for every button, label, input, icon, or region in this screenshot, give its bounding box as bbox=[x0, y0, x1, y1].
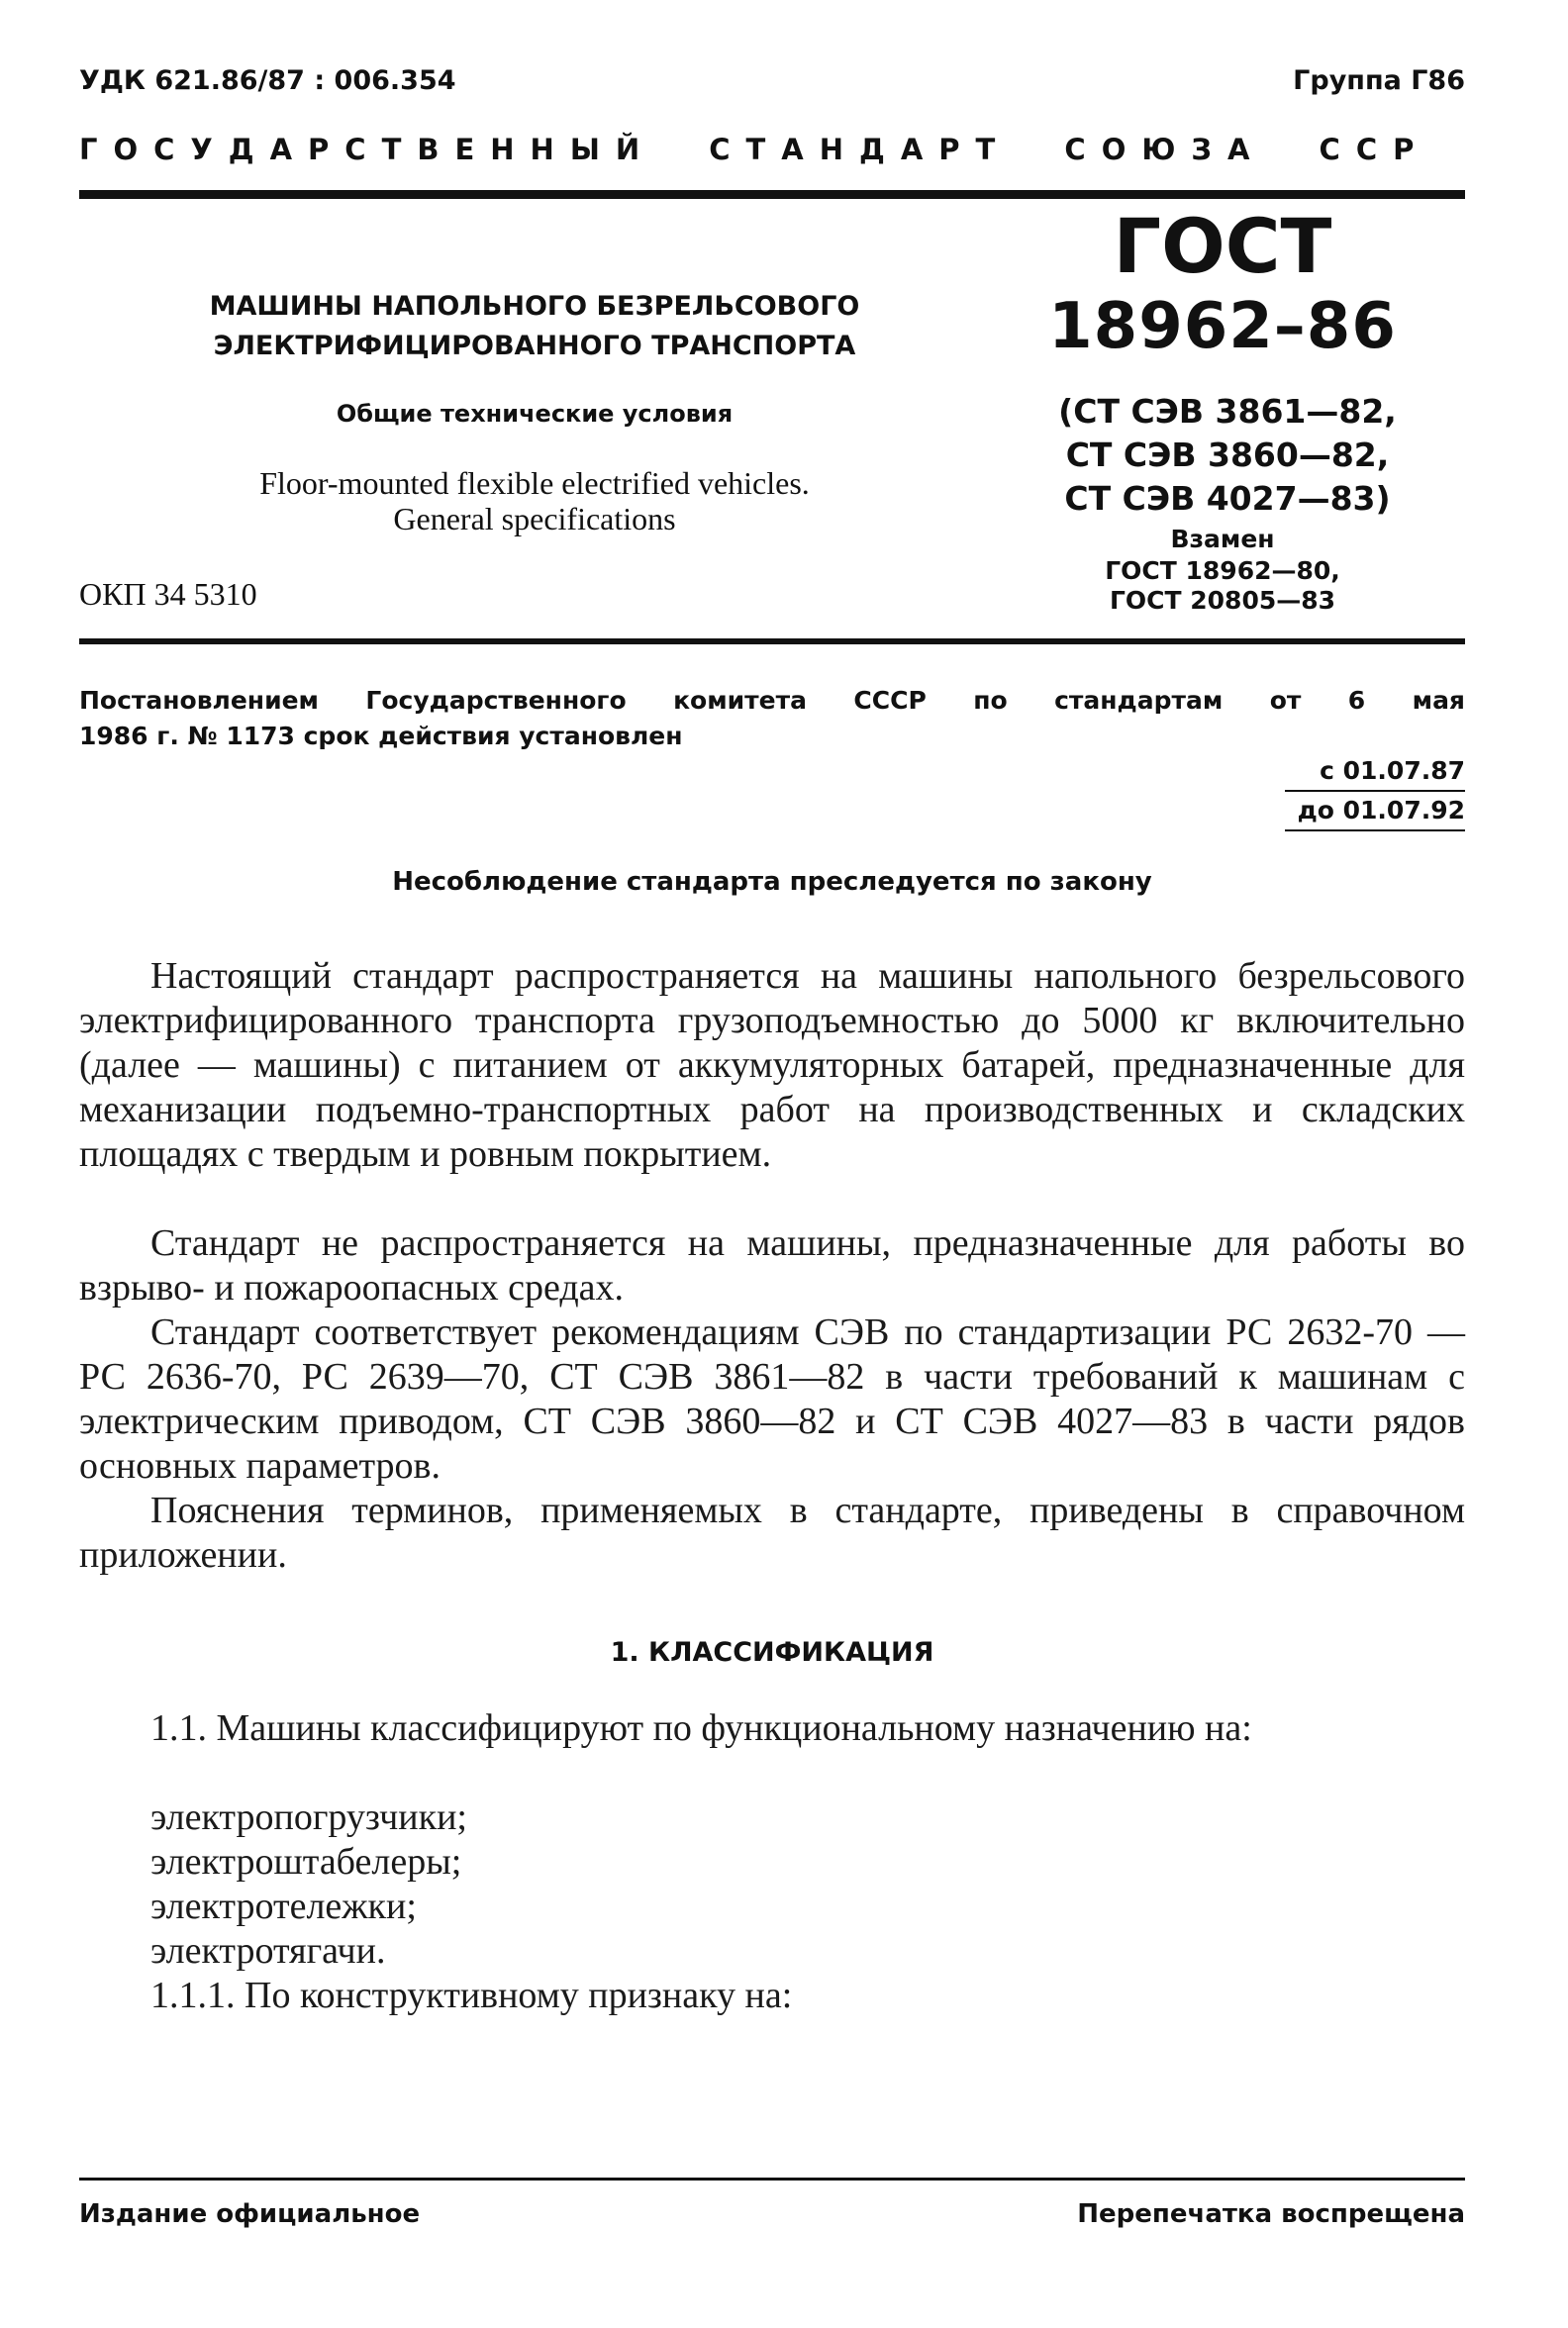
st-sev-line-2: СТ СЭВ 3860—82, bbox=[1065, 436, 1390, 474]
okp-code: ОКП 34 5310 bbox=[79, 576, 257, 612]
title-block-rule bbox=[79, 638, 1465, 644]
replaces-line-1: ГОСТ 18962—80, bbox=[1105, 556, 1340, 585]
st-sev-line-1: (СТ СЭВ 3861—82, bbox=[1058, 392, 1397, 431]
list-item: электротележки; bbox=[150, 1886, 417, 1927]
document-title bbox=[119, 287, 950, 366]
footer-rule bbox=[79, 2178, 1465, 2181]
gost-number: 18962–86 bbox=[1048, 290, 1397, 363]
list-item: электроштабелеры; bbox=[150, 1841, 462, 1883]
replaces-list bbox=[1029, 556, 1416, 616]
english-title-line-2: General specifications bbox=[393, 501, 676, 536]
title-line-2: ЭЛЕКТРИФИЦИРОВАННОГО ТРАНСПОРТА bbox=[213, 331, 856, 361]
decree-line-1: Постановлением Государственного комитета СССР по стандартам от 6 мая bbox=[79, 686, 1465, 715]
paragraph-exclusion: Стандарт не распространяется на машины, предназначенные для работы во взрыво- и пожароопасных средах. bbox=[79, 1222, 1465, 1309]
validity-date-from: с 01.07.87 bbox=[1320, 756, 1465, 785]
replaces-label: Взамен bbox=[1170, 525, 1275, 553]
st-sev-line-3: СТ СЭВ 4027—83) bbox=[1064, 479, 1391, 518]
title-line-1: МАШИНЫ НАПОЛЬНОГО БЕЗРЕЛЬСОВОГО bbox=[209, 291, 860, 322]
english-title-line-1: Floor-mounted flexible electrified vehicles. bbox=[259, 465, 810, 501]
validity-date-to: до 01.07.92 bbox=[1297, 796, 1465, 824]
document-subtitle: Общие технические условия bbox=[336, 400, 734, 428]
header-rule bbox=[79, 190, 1465, 199]
footer-reprint-notice: Перепечатка воспрещена bbox=[1077, 2199, 1465, 2229]
english-title bbox=[119, 465, 950, 536]
list-item: электропогрузчики; bbox=[150, 1796, 467, 1838]
state-standard-banner: ГОСУДАРСТВЕННЫЙ СТАНДАРТ СОЮЗА ССР bbox=[79, 133, 1430, 166]
legal-warning: Несоблюдение стандарта преследуется по закону bbox=[392, 867, 1152, 897]
list-item: электротягачи. bbox=[150, 1930, 386, 1972]
st-sev-references bbox=[1029, 390, 1425, 521]
paragraph-terms: Пояснения терминов, применяемых в стандарте, приведены в справочном приложении. bbox=[79, 1490, 1465, 1576]
date-to-underline bbox=[1285, 829, 1465, 831]
machine-type-list bbox=[150, 1795, 467, 1974]
footer-official-edition: Издание официальное bbox=[79, 2199, 421, 2229]
clause-1-1-1: 1.1.1. По конструктивному признаку на: bbox=[150, 1975, 793, 2016]
paragraph-scope: Настоящий стандарт распространяется на машины напольного безрельсового электрифицированного транспорта грузоподъемностью до 5000 кг включительно (далее — машины) с питанием от аккумуляторных батарей, предназначенные для механизации подъемно-транспортных работ на производственных и складских площадях с твердым и ровным покрытием. bbox=[79, 955, 1465, 1175]
date-from-underline bbox=[1285, 790, 1465, 792]
section-heading-classification: 1. КЛАССИФИКАЦИЯ bbox=[610, 1637, 934, 1668]
group-code: Группа Г86 bbox=[1293, 65, 1465, 96]
gost-label: ГОСТ bbox=[1113, 202, 1332, 290]
udk-code: УДК 621.86/87 : 006.354 bbox=[79, 65, 456, 96]
decree-line-2: 1986 г. № 1173 срок действия установлен bbox=[79, 722, 683, 750]
paragraph-correspondence: Стандарт соответствует рекомендациям СЭВ по стандартизации РС 2632-70 — РС 2636-70, РС 2639—70, СТ СЭВ 3861—82 в части требований к машинам с электрическим приводом, СТ СЭВ 3860—82 и СТ СЭВ 4027—83 в части рядов основных параметров. bbox=[79, 1311, 1465, 1487]
replaces-line-2: ГОСТ 20805—83 bbox=[1109, 586, 1336, 615]
clause-1-1: 1.1. Машины классифицируют по функциональному назначению на: bbox=[150, 1707, 1252, 1749]
